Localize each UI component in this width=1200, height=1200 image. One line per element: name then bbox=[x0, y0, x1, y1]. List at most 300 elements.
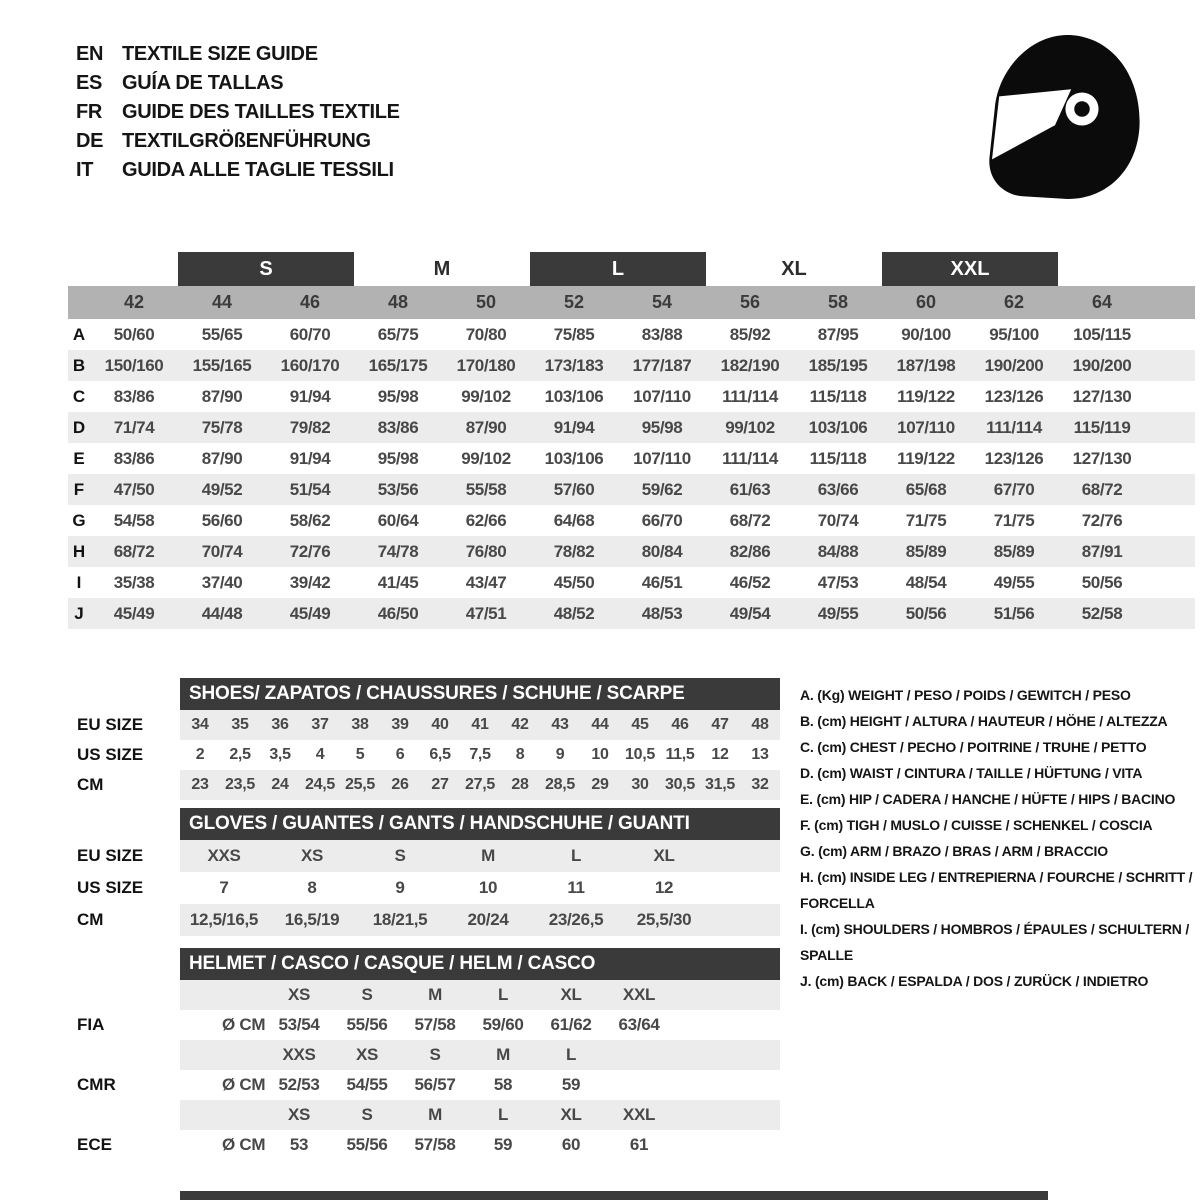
size-value: 105/115 bbox=[1073, 324, 1131, 344]
size-value: 46/51 bbox=[641, 572, 683, 592]
size-value: 50/56 bbox=[1081, 572, 1123, 592]
size-value: 34 bbox=[191, 716, 209, 733]
size-value: 74/78 bbox=[377, 541, 419, 561]
measure-row-d bbox=[68, 412, 1195, 443]
size-value: 123/126 bbox=[984, 386, 1044, 406]
title-line bbox=[76, 127, 400, 156]
size-value: 40 bbox=[431, 716, 449, 733]
helmet-size-label: S bbox=[429, 1045, 441, 1064]
row-label-eu-size: EU SIZE bbox=[77, 846, 144, 865]
size-group-l: L bbox=[530, 252, 706, 286]
helmet-size-value: 53 bbox=[289, 1135, 309, 1154]
size-value: 85/89 bbox=[905, 541, 947, 561]
size-value: 9 bbox=[555, 746, 565, 763]
legend-item: D. (cm) WAIST / CINTURA / TAILLE / HÜFTUNG / VITA bbox=[800, 765, 1143, 781]
size-value: 83/86 bbox=[377, 417, 419, 437]
size-value: 27,5 bbox=[465, 776, 495, 793]
size-value: 58/62 bbox=[289, 510, 331, 530]
size-value: 48/54 bbox=[905, 572, 947, 592]
numeric-size: 48 bbox=[387, 292, 409, 312]
size-value: 16,5/19 bbox=[284, 910, 340, 929]
size-value: 62/66 bbox=[465, 510, 507, 530]
helmet-size-label: L bbox=[497, 985, 509, 1004]
numeric-size: 62 bbox=[1003, 292, 1025, 312]
size-value: 49/54 bbox=[729, 603, 771, 623]
size-value: 27 bbox=[431, 776, 449, 793]
helmet-header: HELMET / CASCO / CASQUE / HELM / CASCO bbox=[180, 948, 780, 980]
gloves-header: GLOVES / GUANTES / GANTS / HANDSCHUHE / GUANTI bbox=[180, 808, 780, 840]
size-value: 2,5 bbox=[229, 746, 251, 763]
measure-row-label: C bbox=[72, 386, 86, 406]
size-value: 103/106 bbox=[544, 448, 604, 468]
size-value: 65/68 bbox=[905, 479, 947, 499]
helmet-size-value: 58 bbox=[493, 1075, 513, 1094]
helmet-size-label: S bbox=[361, 1105, 373, 1124]
size-value: 111/114 bbox=[722, 448, 778, 468]
size-value: 80/84 bbox=[641, 541, 683, 561]
size-value: 30,5 bbox=[665, 776, 695, 793]
size-value: 46/52 bbox=[729, 572, 771, 592]
title-line bbox=[76, 69, 400, 98]
helmet-size-value: 55/56 bbox=[346, 1135, 388, 1154]
measure-row-label: I bbox=[76, 572, 82, 592]
size-value: 160/170 bbox=[280, 355, 340, 375]
size-value: 11,5 bbox=[665, 746, 695, 763]
helmet-size-value: 57/58 bbox=[414, 1135, 456, 1154]
size-value: 6,5 bbox=[429, 746, 451, 763]
helmet-size-label: M bbox=[496, 1045, 510, 1064]
helmet-size-label: L bbox=[497, 1105, 509, 1124]
language-code: EN bbox=[76, 43, 104, 65]
helmet-size-value: 61/62 bbox=[550, 1015, 592, 1034]
row-label-empty bbox=[68, 1100, 180, 1130]
size-value: 190/200 bbox=[1072, 355, 1132, 375]
legend-item: H. (cm) INSIDE LEG / ENTREPIERNA / FOURCHE / SCHRITT / FORCELLA bbox=[800, 869, 1193, 911]
size-value: 10,5 bbox=[625, 746, 655, 763]
size-value: 48/53 bbox=[641, 603, 683, 623]
size-value: 20/24 bbox=[467, 910, 509, 929]
size-value: 87/95 bbox=[817, 324, 859, 344]
helmet-sizes-row bbox=[68, 980, 780, 1010]
size-value: 75/85 bbox=[553, 324, 595, 344]
numeric-size: 64 bbox=[1091, 292, 1113, 312]
numeric-size: 42 bbox=[123, 292, 145, 312]
title-text: GUIDE DES TAILLES TEXTILE bbox=[122, 101, 400, 123]
size-value: 95/98 bbox=[641, 417, 683, 437]
size-value: 43/47 bbox=[465, 572, 507, 592]
title-block bbox=[76, 40, 400, 185]
size-value: 46 bbox=[671, 716, 689, 733]
helmet-rows bbox=[68, 980, 780, 1160]
size-value: 52/58 bbox=[1081, 603, 1123, 623]
size-value: 177/187 bbox=[632, 355, 692, 375]
size-value: 87/90 bbox=[465, 417, 507, 437]
size-value: 12 bbox=[711, 746, 729, 763]
size-value: 49/52 bbox=[201, 479, 243, 499]
size-value: 60/64 bbox=[377, 510, 419, 530]
title-line bbox=[76, 156, 400, 185]
size-value: 51/56 bbox=[993, 603, 1035, 623]
size-value: 95/98 bbox=[377, 448, 419, 468]
diameter-unit-label: Ø CM bbox=[222, 1135, 266, 1154]
helmet-size-label: XS bbox=[287, 985, 311, 1004]
row-label-cmr: CMR bbox=[77, 1075, 116, 1094]
row-label-cm: CM bbox=[77, 775, 104, 794]
numeric-size-row bbox=[68, 286, 1195, 319]
helmet-size-label: M bbox=[428, 1105, 442, 1124]
size-value: 87/90 bbox=[201, 448, 243, 468]
helmet-glyph bbox=[972, 28, 1156, 208]
size-value: 82/86 bbox=[729, 541, 771, 561]
size-value: M bbox=[481, 846, 495, 865]
numeric-size: 60 bbox=[915, 292, 937, 312]
size-value: 83/86 bbox=[113, 386, 155, 406]
size-value: 127/130 bbox=[1072, 386, 1132, 406]
size-value: 83/88 bbox=[641, 324, 683, 344]
size-value: 107/110 bbox=[633, 386, 691, 406]
textile-size-table bbox=[68, 252, 1195, 629]
helmet-size-value: 63/64 bbox=[618, 1015, 660, 1034]
helmet-sizes-row bbox=[68, 1040, 780, 1070]
size-value: 12,5/16,5 bbox=[189, 910, 259, 929]
row-label-us-size: US SIZE bbox=[77, 745, 144, 764]
size-value: 111/114 bbox=[986, 417, 1042, 437]
size-value: 37/40 bbox=[201, 572, 243, 592]
size-group-row bbox=[68, 252, 1195, 286]
numeric-size: 46 bbox=[299, 292, 321, 312]
size-value: 71/74 bbox=[113, 417, 155, 437]
title-text: TEXTILGRÖßENFÜHRUNG bbox=[122, 130, 371, 152]
size-value: 41/45 bbox=[377, 572, 419, 592]
legend-item: J. (cm) BACK / ESPALDA / DOS / ZURÜCK / INDIETRO bbox=[800, 973, 1149, 989]
size-value: 3,5 bbox=[269, 746, 291, 763]
size-value: 119/122 bbox=[897, 448, 955, 468]
size-value: 95/98 bbox=[377, 386, 419, 406]
measure-row-label: G bbox=[72, 510, 86, 530]
size-value: 45/49 bbox=[113, 603, 155, 623]
size-value: 8 bbox=[515, 746, 525, 763]
size-group-xl: XL bbox=[781, 257, 807, 280]
size-value: 70/80 bbox=[465, 324, 507, 344]
legend-item: E. (cm) HIP / CADERA / HANCHE / HÜFTE / HIPS / BACINO bbox=[800, 791, 1176, 807]
helmet-size-label: XL bbox=[560, 1105, 582, 1124]
helmet-size-value: 55/56 bbox=[346, 1015, 388, 1034]
table-row bbox=[68, 710, 780, 740]
size-value: 45/50 bbox=[553, 572, 595, 592]
numeric-size: 52 bbox=[563, 292, 585, 312]
helmet-size-label: XXL bbox=[622, 1105, 656, 1124]
size-value: 24,5 bbox=[305, 776, 335, 793]
size-value: 70/74 bbox=[201, 541, 243, 561]
size-group-xxl: XXL bbox=[882, 252, 1058, 286]
size-value: 49/55 bbox=[817, 603, 859, 623]
size-value: 23,5 bbox=[225, 776, 255, 793]
size-value: 9 bbox=[395, 878, 405, 897]
helmet-size-value: 54/55 bbox=[346, 1075, 388, 1094]
size-value: 25,5 bbox=[345, 776, 375, 793]
helmet-size-value: 59/60 bbox=[482, 1015, 524, 1034]
size-value: 43 bbox=[551, 716, 569, 733]
size-value: 57/60 bbox=[553, 479, 595, 499]
size-value: 150/160 bbox=[104, 355, 164, 375]
legend-item: F. (cm) TIGH / MUSLO / CUISSE / SCHENKEL / COSCIA bbox=[800, 817, 1153, 833]
size-value: 55/58 bbox=[465, 479, 507, 499]
size-value: 83/86 bbox=[113, 448, 155, 468]
size-value: 18/21,5 bbox=[372, 910, 428, 929]
size-value: 85/89 bbox=[993, 541, 1035, 561]
size-value: 23 bbox=[191, 776, 209, 793]
size-value: 190/200 bbox=[984, 355, 1044, 375]
size-value: 165/175 bbox=[368, 355, 428, 375]
size-value: 47/51 bbox=[465, 603, 507, 623]
size-value: 47 bbox=[711, 716, 729, 733]
size-value: 107/110 bbox=[633, 448, 691, 468]
table-row bbox=[68, 840, 780, 872]
table-row bbox=[68, 904, 780, 936]
diameter-unit-label: Ø CM bbox=[222, 1015, 266, 1034]
measure-row-g bbox=[68, 505, 1195, 536]
size-value: 85/92 bbox=[729, 324, 771, 344]
size-value: XL bbox=[653, 846, 675, 865]
size-value: 41 bbox=[471, 716, 489, 733]
measure-row-c bbox=[68, 381, 1195, 412]
shoes-header: SHOES/ ZAPATOS / CHAUSSURES / SCHUHE / SCARPE bbox=[180, 678, 780, 710]
size-value: 170/180 bbox=[456, 355, 516, 375]
helmet-size-label: XXS bbox=[282, 1045, 316, 1064]
size-value: 79/82 bbox=[289, 417, 331, 437]
helmet-values-row bbox=[68, 1130, 780, 1160]
language-code: FR bbox=[76, 101, 103, 123]
legend-item: G. (cm) ARM / BRAZO / BRAS / ARM / BRACCIO bbox=[800, 843, 1108, 859]
measure-row-label: F bbox=[73, 479, 85, 499]
numeric-size: 44 bbox=[211, 292, 233, 312]
row-values bbox=[180, 1010, 780, 1040]
measure-row-h bbox=[68, 536, 1195, 567]
racing-helmet-icon bbox=[972, 28, 1156, 208]
row-values bbox=[180, 710, 780, 740]
size-value: 72/76 bbox=[289, 541, 331, 561]
diameter-unit-label: Ø CM bbox=[222, 1075, 266, 1094]
size-value: 46/50 bbox=[377, 603, 419, 623]
measure-row-f bbox=[68, 474, 1195, 505]
measure-row-label: D bbox=[72, 417, 86, 437]
language-code: ES bbox=[76, 72, 103, 94]
helmet-size-value: 59 bbox=[493, 1135, 513, 1154]
size-value: 35/38 bbox=[113, 572, 155, 592]
measure-row-label: B bbox=[72, 355, 86, 375]
size-value: 63/66 bbox=[817, 479, 859, 499]
measure-row-i bbox=[68, 567, 1195, 598]
size-value: 59/62 bbox=[641, 479, 683, 499]
size-value: 67/70 bbox=[993, 479, 1035, 499]
size-value: 10 bbox=[591, 746, 609, 763]
row-values bbox=[180, 1100, 780, 1130]
size-value: 76/80 bbox=[465, 541, 507, 561]
size-value: 28 bbox=[511, 776, 529, 793]
legend-item: I. (cm) SHOULDERS / HOMBROS / ÉPAULES / SCHULTERN / SPALLE bbox=[800, 921, 1190, 963]
size-value: 54/58 bbox=[113, 510, 155, 530]
size-value: XS bbox=[300, 846, 324, 865]
measure-row-label: J bbox=[74, 603, 84, 623]
helmet-size-label: XS bbox=[287, 1105, 311, 1124]
helmet-size-label: L bbox=[565, 1045, 577, 1064]
size-value: 68/72 bbox=[1081, 479, 1123, 499]
helmet-size-value: 61 bbox=[629, 1135, 649, 1154]
size-value: 87/90 bbox=[201, 386, 243, 406]
row-label-eu-size: EU SIZE bbox=[77, 715, 144, 734]
size-value: 115/118 bbox=[809, 448, 867, 468]
title-line bbox=[76, 40, 400, 69]
size-value: 51/54 bbox=[289, 479, 331, 499]
size-value: 38 bbox=[351, 716, 369, 733]
size-value: 8 bbox=[307, 878, 317, 897]
title-line bbox=[76, 98, 400, 127]
row-label-us-size: US SIZE bbox=[77, 878, 144, 897]
helmet-values-row bbox=[68, 1010, 780, 1040]
size-value: S bbox=[394, 846, 406, 865]
size-value: 28,5 bbox=[545, 776, 575, 793]
size-value: 66/70 bbox=[641, 510, 683, 530]
row-values bbox=[180, 1040, 780, 1070]
size-value: 99/102 bbox=[725, 417, 775, 437]
table-row bbox=[68, 770, 780, 800]
size-value: 127/130 bbox=[1072, 448, 1132, 468]
row-label-empty bbox=[68, 1040, 180, 1070]
size-value: 60/70 bbox=[289, 324, 331, 344]
helmet-size-label: M bbox=[428, 985, 442, 1004]
title-text: GUÍA DE TALLAS bbox=[122, 72, 284, 94]
language-code: IT bbox=[76, 159, 94, 181]
row-values bbox=[180, 740, 780, 770]
size-value: 155/165 bbox=[192, 355, 252, 375]
shoes-section bbox=[68, 678, 780, 800]
size-group-s: S bbox=[178, 252, 354, 286]
size-value: 91/94 bbox=[289, 386, 331, 406]
measure-row-a bbox=[68, 319, 1195, 350]
title-text: GUIDA ALLE TAGLIE TESSILI bbox=[122, 159, 394, 181]
helmet-size-value: 52/53 bbox=[278, 1075, 320, 1094]
table-row bbox=[68, 872, 780, 904]
measure-row-e bbox=[68, 443, 1195, 474]
size-value: 42 bbox=[511, 716, 529, 733]
size-value: 29 bbox=[591, 776, 609, 793]
helmet-size-label: XS bbox=[355, 1045, 379, 1064]
size-value: 103/106 bbox=[544, 386, 604, 406]
gloves-section bbox=[68, 808, 780, 936]
size-value: 32 bbox=[751, 776, 769, 793]
size-value: 24 bbox=[271, 776, 289, 793]
size-value: 44/48 bbox=[201, 603, 243, 623]
size-value: 30 bbox=[631, 776, 649, 793]
helmet-size-value: 56/57 bbox=[414, 1075, 456, 1094]
size-value: 99/102 bbox=[461, 386, 511, 406]
size-value: 87/91 bbox=[1081, 541, 1123, 561]
size-value: 72/76 bbox=[1081, 510, 1123, 530]
size-value: 26 bbox=[391, 776, 409, 793]
numeric-size: 54 bbox=[651, 292, 673, 312]
size-value: 48/52 bbox=[553, 603, 595, 623]
size-value: L bbox=[570, 846, 582, 865]
size-value: 84/88 bbox=[817, 541, 859, 561]
measure-row-j bbox=[68, 598, 1195, 629]
measure-row-label: A bbox=[72, 324, 86, 344]
size-value: 111/114 bbox=[722, 386, 778, 406]
size-value: 103/106 bbox=[808, 417, 868, 437]
size-value: 56/60 bbox=[201, 510, 243, 530]
size-value: 115/119 bbox=[1073, 417, 1131, 437]
size-value: 185/195 bbox=[808, 355, 868, 375]
row-values bbox=[180, 770, 780, 800]
size-value: 71/75 bbox=[993, 510, 1035, 530]
size-value: 90/100 bbox=[901, 324, 951, 344]
size-value: 68/72 bbox=[729, 510, 771, 530]
size-value: 2 bbox=[195, 746, 205, 763]
size-value: 48 bbox=[751, 716, 769, 733]
measure-row-label: H bbox=[72, 541, 86, 561]
size-value: 65/75 bbox=[377, 324, 419, 344]
size-group-m: M bbox=[433, 257, 451, 280]
title-text: TEXTILE SIZE GUIDE bbox=[122, 43, 318, 65]
table-row bbox=[68, 740, 780, 770]
gloves-rows bbox=[68, 840, 780, 936]
num-row-spacer bbox=[68, 286, 90, 319]
size-value: 36 bbox=[271, 716, 289, 733]
size-value: 64/68 bbox=[553, 510, 595, 530]
shoes-rows bbox=[68, 710, 780, 800]
size-value: 50/56 bbox=[905, 603, 947, 623]
size-value: 12 bbox=[654, 878, 674, 897]
row-values bbox=[180, 840, 780, 872]
size-value: 39/42 bbox=[289, 572, 331, 592]
size-value: 49/55 bbox=[993, 572, 1035, 592]
size-value: 23/26,5 bbox=[548, 910, 604, 929]
row-label-ece: ECE bbox=[77, 1135, 112, 1154]
numeric-size: 56 bbox=[739, 292, 761, 312]
measure-row-label: E bbox=[73, 448, 85, 468]
size-value: 123/126 bbox=[984, 448, 1044, 468]
size-value: 107/110 bbox=[897, 417, 955, 437]
size-value: XXS bbox=[207, 846, 241, 865]
size-value: 44 bbox=[591, 716, 609, 733]
size-value: 5 bbox=[355, 746, 365, 763]
size-value: 71/75 bbox=[905, 510, 947, 530]
size-value: 182/190 bbox=[720, 355, 780, 375]
size-value: 119/122 bbox=[897, 386, 955, 406]
language-code: DE bbox=[76, 130, 104, 152]
size-value: 31,5 bbox=[705, 776, 735, 793]
size-value: 55/65 bbox=[201, 324, 243, 344]
size-value: 7,5 bbox=[469, 746, 491, 763]
size-value: 13 bbox=[751, 746, 769, 763]
legend-item: C. (cm) CHEST / PECHO / POITRINE / TRUHE / PETTO bbox=[800, 739, 1147, 755]
size-value: 11 bbox=[567, 878, 585, 897]
size-value: 45/49 bbox=[289, 603, 331, 623]
size-value: 50/60 bbox=[113, 324, 155, 344]
helmet-size-value: 60 bbox=[561, 1135, 581, 1154]
empty-cell bbox=[180, 1040, 265, 1070]
measure-row-b bbox=[68, 350, 1195, 381]
size-value: 4 bbox=[315, 746, 325, 763]
helmet-size-value: 59 bbox=[561, 1075, 581, 1094]
row-values bbox=[180, 980, 780, 1010]
size-value: 35 bbox=[231, 716, 249, 733]
size-value: 68/72 bbox=[113, 541, 155, 561]
row-values bbox=[180, 1070, 780, 1100]
row-label-cm: CM bbox=[77, 910, 104, 929]
empty-cell bbox=[180, 980, 265, 1010]
helmet-size-label: XL bbox=[560, 985, 582, 1004]
legend-item: A. (Kg) WEIGHT / PESO / POIDS / GEWITCH / PESO bbox=[800, 687, 1131, 703]
